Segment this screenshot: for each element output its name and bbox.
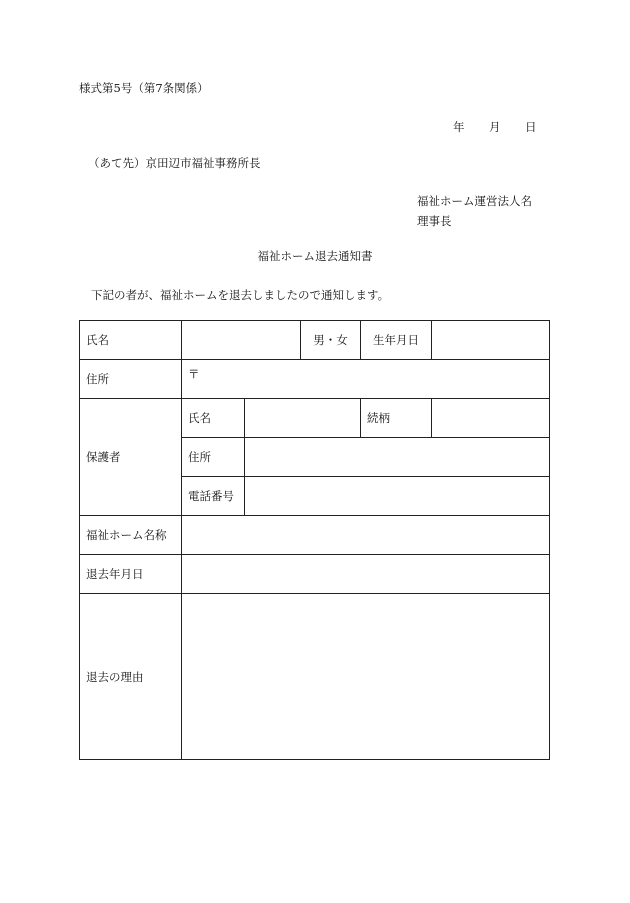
guardian-name-cell[interactable]	[245, 399, 361, 438]
relationship-label: 続柄	[361, 399, 432, 438]
birthdate-input[interactable]	[438, 333, 543, 347]
postal-mark: 〒	[188, 367, 200, 381]
guardian-address-input[interactable]	[251, 450, 543, 464]
guardian-name-label: 氏名	[182, 399, 245, 438]
date-month: 月	[489, 120, 501, 134]
table-row	[80, 516, 550, 555]
date-year: 年	[453, 120, 465, 134]
table-row	[80, 594, 550, 760]
table-row	[80, 399, 550, 438]
guardian-phone-input[interactable]	[251, 489, 543, 503]
relationship-cell[interactable]	[432, 399, 550, 438]
intro-text: 下記の者が、福祉ホームを退去しましたので通知します。	[91, 288, 390, 302]
guardian-address-label: 住所	[182, 438, 245, 477]
home-name-cell[interactable]	[182, 516, 550, 555]
name-cell[interactable]	[182, 321, 301, 360]
reason-cell[interactable]	[182, 594, 550, 760]
table-row	[80, 321, 550, 360]
birthdate-label: 生年月日	[361, 321, 432, 360]
gender-option[interactable]: 男・女	[301, 321, 361, 360]
leave-date-input[interactable]	[188, 567, 543, 581]
guardian-label: 保護者	[80, 399, 182, 516]
guardian-phone-cell[interactable]	[245, 477, 550, 516]
guardian-phone-label: 電話番号	[182, 477, 245, 516]
table-row	[80, 360, 550, 399]
relationship-input[interactable]	[438, 411, 543, 425]
sender-block	[417, 191, 532, 231]
leave-date-cell[interactable]	[182, 555, 550, 594]
form-number: 様式第5号（第7条関係）	[79, 81, 209, 95]
name-label: 氏名	[80, 321, 182, 360]
date-day: 日	[525, 120, 537, 134]
date-line	[453, 119, 537, 135]
guardian-address-cell[interactable]	[245, 438, 550, 477]
reason-textarea[interactable]	[188, 600, 543, 750]
addressee: （あて先）京田辺市福祉事務所長	[88, 156, 261, 170]
leave-date-label: 退去年月日	[80, 555, 182, 594]
name-input[interactable]	[188, 333, 294, 347]
home-name-input[interactable]	[188, 528, 543, 542]
sender-chairman: 理事長	[417, 214, 452, 228]
home-name-label: 福祉ホーム名称	[80, 516, 182, 555]
document-title: 福祉ホーム退去通知書	[257, 249, 373, 263]
birthdate-cell[interactable]	[432, 321, 550, 360]
withdrawal-form-table	[79, 320, 550, 760]
reason-label: 退去の理由	[80, 594, 182, 760]
sender-corporation: 福祉ホーム運営法人名	[417, 194, 532, 208]
guardian-name-input[interactable]	[251, 411, 354, 425]
address-label: 住所	[80, 360, 182, 399]
table-row	[80, 555, 550, 594]
address-cell[interactable]	[182, 360, 550, 399]
